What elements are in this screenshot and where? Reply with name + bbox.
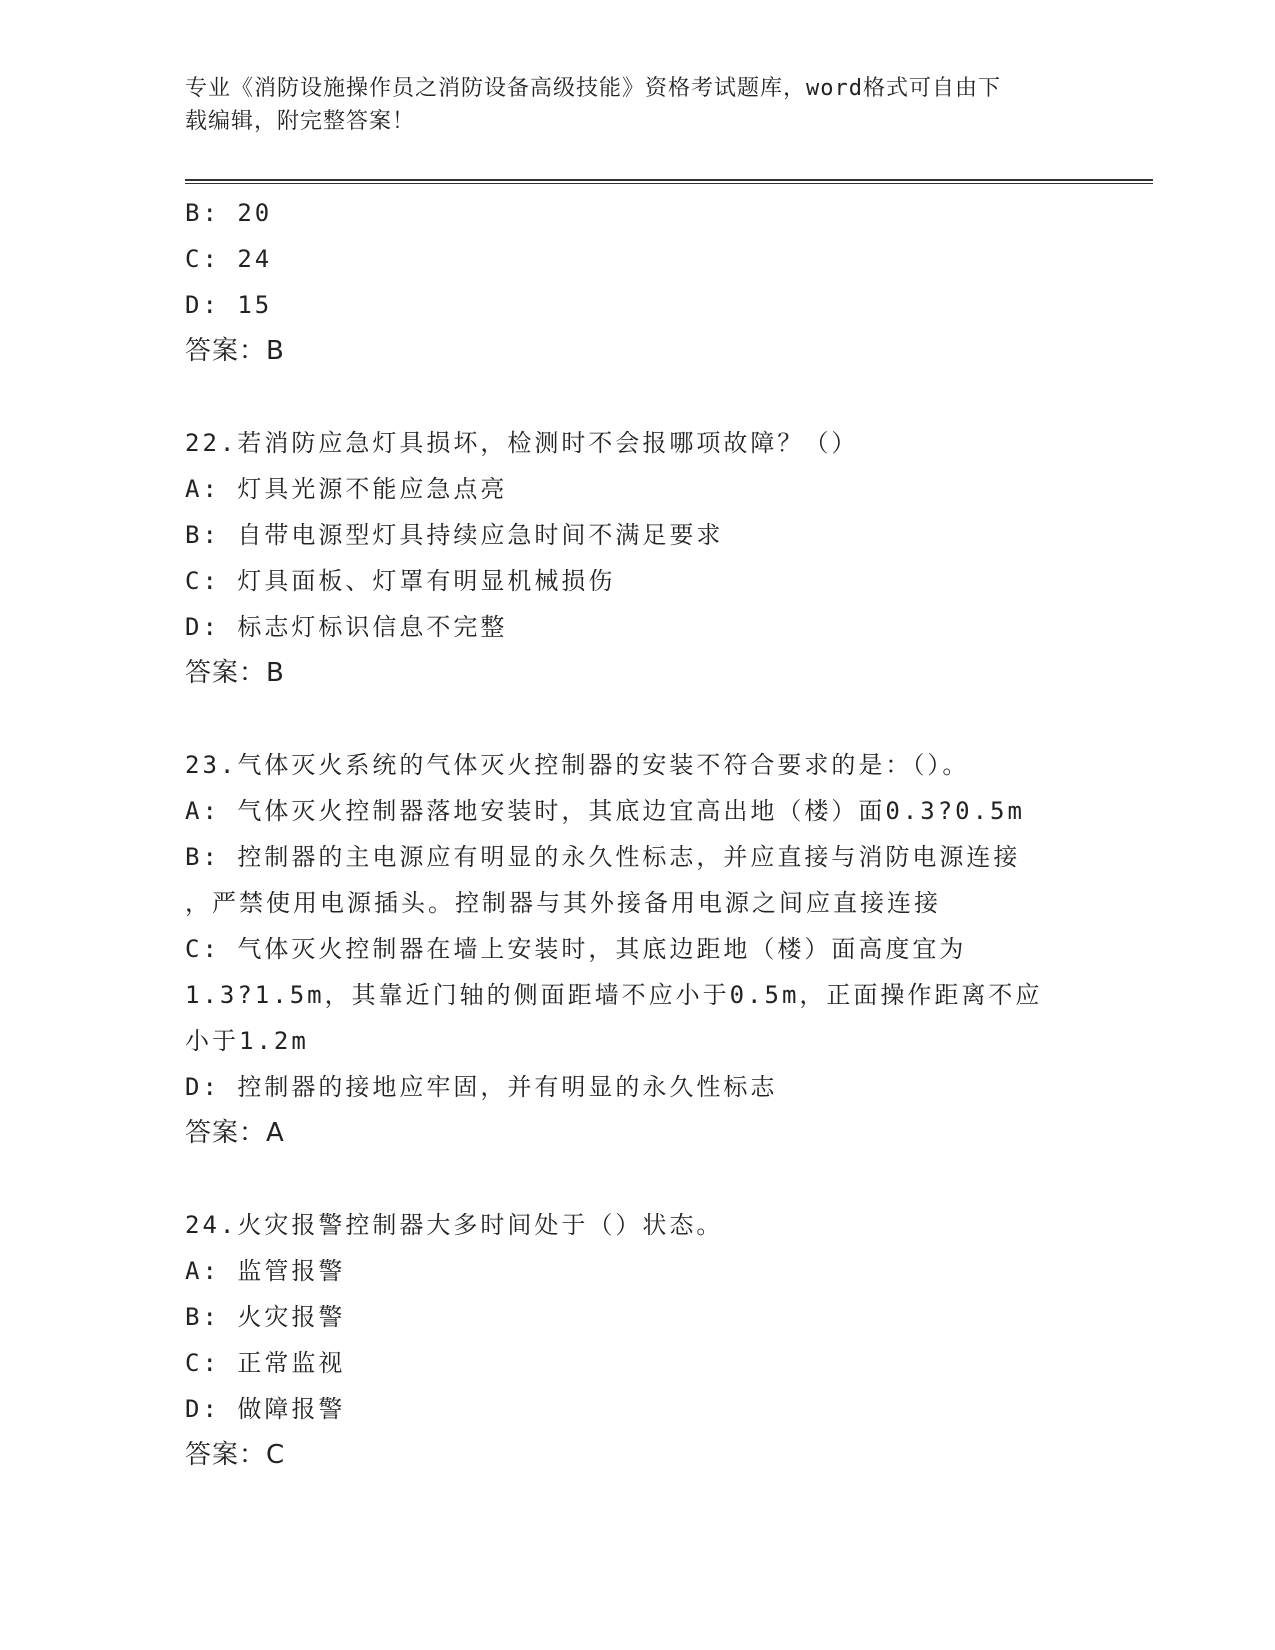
spacer xyxy=(185,1156,1085,1202)
option-b-line-1: B: 控制器的主电源应有明显的永久性标志，并应直接与消防电源连接 xyxy=(185,843,1021,871)
spacer xyxy=(185,696,1085,742)
option-d: D: 15 xyxy=(185,291,273,319)
answer: 答案：B xyxy=(185,336,285,366)
question-23 xyxy=(185,742,1085,1156)
question-content xyxy=(185,190,1085,1478)
option-b: B: 火灾报警 xyxy=(185,1303,346,1331)
option-b: B: 自带电源型灯具持续应急时间不满足要求 xyxy=(185,521,724,549)
document-header xyxy=(185,72,1085,138)
option-b-line-2: ，严禁使用电源插头。控制器与其外接备用电源之间应直接连接 xyxy=(185,889,941,917)
question-text: 24.火灾报警控制器大多时间处于（）状态。 xyxy=(185,1211,724,1239)
option-c-line-3: 小于1.2m xyxy=(185,1027,309,1055)
question-22 xyxy=(185,420,1085,696)
question-text: 23.气体灭火系统的气体灭火控制器的安装不符合要求的是：（）。 xyxy=(185,751,970,779)
option-a: A: 气体灭火控制器落地安装时，其底边宜高出地（楼）面0.3?0.5m xyxy=(185,797,1025,825)
option-a: A: 灯具光源不能应急点亮 xyxy=(185,475,508,503)
question-24 xyxy=(185,1202,1085,1478)
header-divider-thin xyxy=(185,183,1153,184)
option-d: D: 标志灯标识信息不完整 xyxy=(185,613,508,641)
header-divider-thick xyxy=(185,179,1153,181)
option-c-line-1: C: 气体灭火控制器在墙上安装时，其底边距地（楼）面高度宜为 xyxy=(185,935,967,963)
question-21-tail xyxy=(185,190,1085,374)
spacer xyxy=(185,374,1085,420)
header-line-1: 专业《消防设施操作员之消防设备高级技能》资格考试题库，word格式可自由下 xyxy=(185,76,1001,101)
option-a: A: 监管报警 xyxy=(185,1257,346,1285)
option-d: D: 控制器的接地应牢固，并有明显的永久性标志 xyxy=(185,1073,778,1101)
answer: 答案：A xyxy=(185,1118,285,1148)
option-c: C: 24 xyxy=(185,245,273,273)
answer: 答案：B xyxy=(185,658,285,688)
option-d: D: 做障报警 xyxy=(185,1395,346,1423)
header-line-2: 载编辑，附完整答案！ xyxy=(185,109,416,134)
option-c: C: 灯具面板、灯罩有明显机械损伤 xyxy=(185,567,616,595)
option-c: C: 正常监视 xyxy=(185,1349,346,1377)
question-text: 22.若消防应急灯具损坏，检测时不会报哪项故障？（） xyxy=(185,429,859,457)
answer: 答案：C xyxy=(185,1440,286,1470)
option-c-line-2: 1.3?1.5m，其靠近门轴的侧面距墙不应小于0.5m，正面操作距离不应 xyxy=(185,981,1043,1009)
option-b: B: 20 xyxy=(185,199,273,227)
